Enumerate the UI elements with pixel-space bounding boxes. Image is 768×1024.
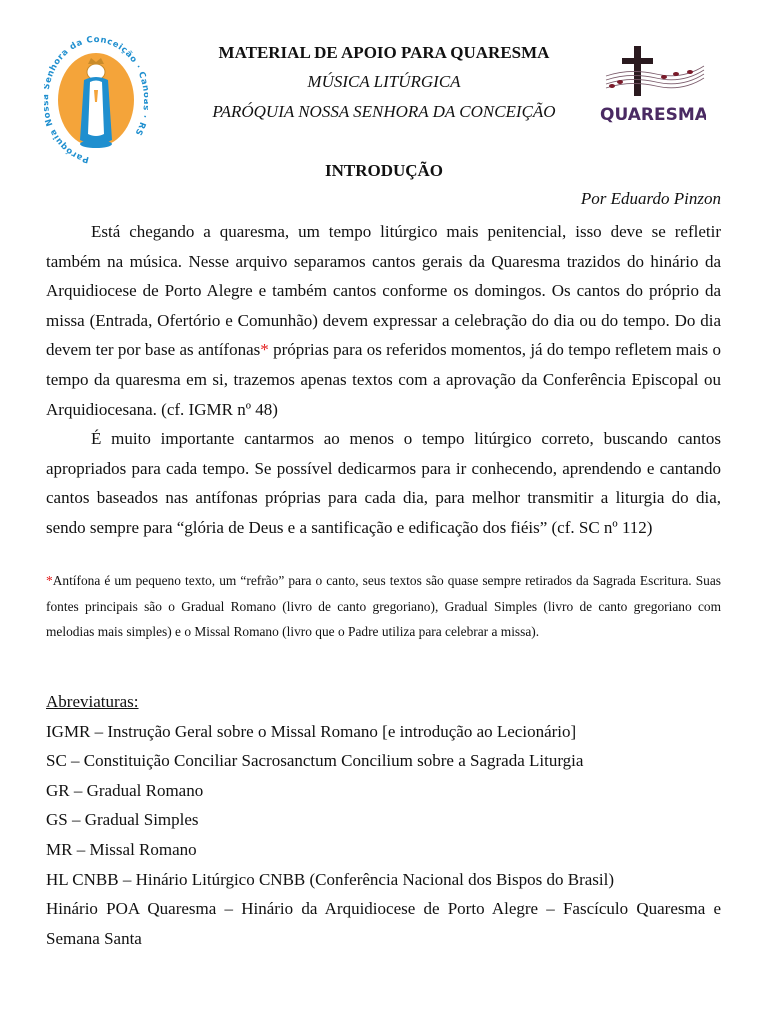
- document-header-subtitle: MÚSICA LITÚRGICA: [307, 72, 461, 91]
- abbreviation-item: MR – Missal Romano: [46, 839, 197, 859]
- logo-ring-text: Paróquia N enhora da Conceição · C RS: [44, 36, 148, 164]
- footnote-asterisk: *: [46, 573, 53, 588]
- author-line: Por Eduardo Pinzon: [580, 189, 721, 208]
- abbreviation-item: IGMR – Instrução Geral sobre o Missal Romano [e introdução ao Lecionário]: [46, 721, 577, 741]
- quaresma-logo: [600, 44, 706, 124]
- music-staff-icon: [606, 66, 704, 88]
- abbreviation-item: SC – Constituição Conciliar Sacrosanctum Concilium sobre a Sagrada Liturgia: [46, 751, 584, 771]
- intro-paragraph-1: [46, 217, 721, 424]
- paragraph-1-text-b: próprias para os referidos momentos, já do tempo refletem mais o tempo da quaresma em si, trazemos apenas textos com a aprovação da Conferência Episcopal ou Arquidiocesana. (cf. IGMR nº 48): [46, 340, 721, 419]
- quaresma-logo-label: QUARESMA: [600, 105, 706, 124]
- paragraph-1-text-a: Está chegando a quaresma, um tempo litúrgico mais penitencial, isso deve se refletir também na música. Nesse arquivo separamos cantos gerais da Quaresma trazidos do hinário da Arquidiocese de Porto Alegre e também cantos conforme os domingos. Os cantos do próprio da missa (Entrada, Ofertório e Comunhão) devem expressar a celebração do dia ou do tempo. Do dia devem ter por base as antífonas: [46, 222, 721, 360]
- abbreviations-title: Abreviaturas:: [46, 692, 139, 711]
- footnote-text: Antífona é um pequeno texto, um “refrão” para o canto, seus textos são quase sempre retirados da Sagrada Escritura. Suas fontes principais são o Gradual Romano (livro de canto gregoriano), Gradual Simples (livro de canto gregoriano com melodias mais simples) e o Missal Romano (livro que o Padre utiliza para celebrar a missa).: [46, 573, 721, 639]
- footnote: [46, 568, 721, 645]
- document-header-parish: PARÓQUIA NOSSA SENHORA DA CONCEIÇÃO: [212, 102, 556, 121]
- document-header-title: MATERIAL DE APOIO PARA QUARESMA: [218, 43, 550, 62]
- cross-icon: [622, 46, 653, 96]
- intro-body: [46, 217, 721, 543]
- section-title: INTRODUÇÃO: [324, 161, 444, 180]
- intro-paragraph-2: É muito importante cantarmos ao menos o tempo litúrgico correto, buscando cantos apropriados para cada tempo. Se possível dedicarmos para ir conhecendo, aprendendo e cantando cantos baseados nas antífonas próprias para cada dia, para melhor transmitir a liturgia do dia, sendo sempre para “glória de Deus e a santificação e edificação dos fiéis” (cf. SC nº 112): [46, 429, 721, 537]
- abbreviation-item: HL CNBB – Hinário Litúrgico CNBB (Conferência Nacional dos Bispos do Brasil): [46, 869, 615, 889]
- abbreviation-item: Hinário POA Quaresma – Hinário da Arquidiocese de Porto Alegre – Fascículo Quaresma e Semana Santa: [46, 899, 721, 948]
- abbreviation-item: GR – Gradual Romano: [46, 780, 204, 800]
- abbreviation-item: GS – Gradual Simples: [46, 810, 199, 830]
- abbreviations-section: [46, 687, 721, 953]
- footnote-marker: *: [260, 340, 269, 360]
